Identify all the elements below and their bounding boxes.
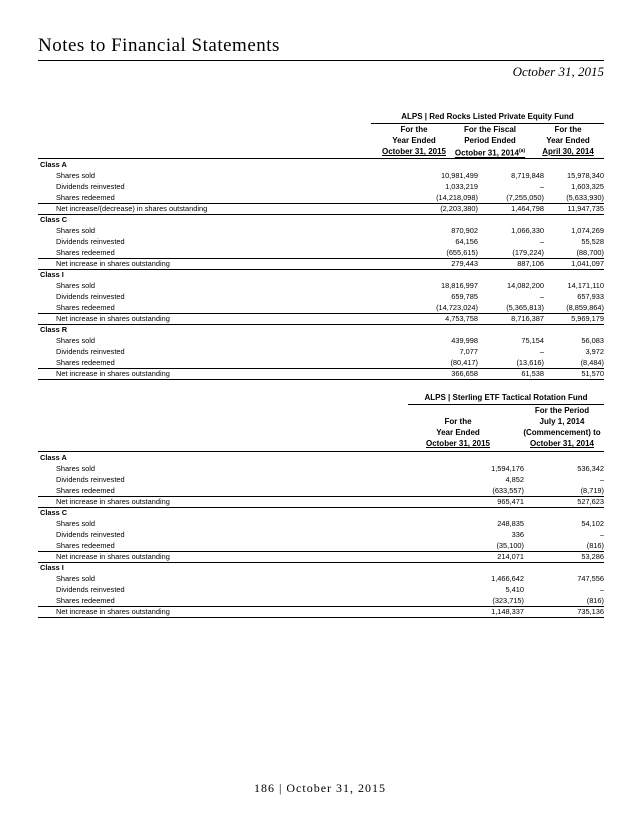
total-row bbox=[38, 606, 604, 618]
table-row bbox=[38, 335, 604, 346]
row-label: Shares redeemed bbox=[56, 486, 115, 495]
cell-value: (8,719) bbox=[580, 486, 604, 495]
row-label: Shares sold bbox=[56, 336, 96, 345]
column-header-line: (Commencement) to bbox=[523, 428, 601, 437]
row-label: Dividends reinvested bbox=[56, 475, 125, 484]
cell-value: 64,156 bbox=[455, 237, 478, 246]
cell-value: 8,716,387 bbox=[511, 314, 544, 323]
cell-value: 51,570 bbox=[581, 369, 604, 378]
footnote-marker: (a) bbox=[518, 148, 526, 154]
cell-value: (816) bbox=[586, 541, 604, 550]
cell-value: – bbox=[599, 530, 604, 539]
column-header-line: For the Period bbox=[534, 406, 590, 415]
share-class-label: Class I bbox=[40, 270, 64, 279]
cell-value: 5,969,179 bbox=[571, 314, 604, 323]
cell-value: (179,224) bbox=[512, 248, 544, 257]
header-rule bbox=[38, 60, 604, 61]
column-header-period-text: October 31, 2015 bbox=[381, 147, 447, 156]
cell-value: 747,556 bbox=[577, 574, 604, 583]
cell-value: 870,902 bbox=[451, 226, 478, 235]
cell-value: 248,835 bbox=[497, 519, 524, 528]
cell-value: (816) bbox=[586, 596, 604, 605]
row-label: Shares redeemed bbox=[56, 303, 115, 312]
row-label: Shares redeemed bbox=[56, 541, 115, 550]
row-label: Shares redeemed bbox=[56, 358, 115, 367]
cell-value: 366,658 bbox=[451, 369, 478, 378]
column-header bbox=[502, 405, 622, 449]
cell-value: 14,171,110 bbox=[567, 281, 604, 290]
table-row bbox=[38, 463, 604, 474]
table-row bbox=[38, 181, 604, 192]
cell-value: 10,981,499 bbox=[441, 171, 478, 180]
cell-value: – bbox=[539, 237, 544, 246]
column-header-period bbox=[398, 438, 518, 449]
cell-value: 5,410 bbox=[505, 585, 524, 594]
table-row bbox=[38, 346, 604, 357]
header-rule bbox=[38, 451, 604, 452]
cell-value: 54,102 bbox=[581, 519, 604, 528]
table-row bbox=[38, 247, 604, 258]
share-class-label: Class A bbox=[40, 453, 67, 462]
column-header bbox=[398, 416, 518, 449]
row-label: Net increase/(decrease) in shares outstanding bbox=[56, 204, 208, 213]
cell-value: 56,083 bbox=[581, 336, 604, 345]
share-class-label: Class A bbox=[40, 160, 67, 169]
cell-value: 439,998 bbox=[451, 336, 478, 345]
table-row bbox=[38, 357, 604, 368]
cell-value: – bbox=[599, 585, 604, 594]
total-row bbox=[38, 313, 604, 325]
report-date: October 31, 2015 bbox=[512, 64, 604, 79]
cell-value: 1,148,337 bbox=[491, 607, 524, 616]
cell-value: 657,933 bbox=[577, 292, 604, 301]
cell-value: (633,557) bbox=[492, 486, 524, 495]
table-body bbox=[38, 160, 604, 380]
cell-value: 659,785 bbox=[451, 292, 478, 301]
row-label: Dividends reinvested bbox=[56, 292, 125, 301]
cell-value: 4,852 bbox=[505, 475, 524, 484]
total-row bbox=[38, 258, 604, 270]
fund-name: ALPS | Red Rocks Listed Private Equity Fund bbox=[371, 112, 604, 124]
cell-value: 965,471 bbox=[497, 497, 524, 506]
cell-value: 279,443 bbox=[451, 259, 478, 268]
column-header-period-text: October 31, 2014 bbox=[454, 148, 519, 158]
cell-value: (5,365,813) bbox=[506, 303, 544, 312]
row-label: Dividends reinvested bbox=[56, 182, 125, 191]
page-title: Notes to Financial Statements bbox=[38, 35, 280, 56]
cell-value: (7,255,050) bbox=[506, 193, 544, 202]
table-row bbox=[38, 291, 604, 302]
cell-value: (2,203,380) bbox=[440, 204, 478, 213]
column-header-line: Year Ended bbox=[392, 136, 436, 145]
cell-value: (14,723,024) bbox=[436, 303, 478, 312]
row-label: Net increase in shares outstanding bbox=[56, 497, 170, 506]
table-row bbox=[38, 192, 604, 203]
column-header-line: Period Ended bbox=[464, 136, 516, 145]
cell-value: (323,715) bbox=[492, 596, 524, 605]
table-row bbox=[38, 529, 604, 540]
cell-value: 527,623 bbox=[577, 497, 604, 506]
row-label: Net increase in shares outstanding bbox=[56, 314, 170, 323]
column-header-period bbox=[508, 146, 628, 157]
page-footer: 186 | October 31, 2015 bbox=[253, 781, 387, 795]
column-header-line: July 1, 2014 bbox=[539, 417, 585, 426]
cell-value: (8,484) bbox=[580, 358, 604, 367]
cell-value: 53,286 bbox=[581, 552, 604, 561]
table-body bbox=[38, 453, 604, 618]
cell-value: (13,616) bbox=[516, 358, 544, 367]
row-label: Net increase in shares outstanding bbox=[56, 552, 170, 561]
table-row bbox=[38, 474, 604, 485]
share-class-label: Class C bbox=[40, 215, 68, 224]
table-row bbox=[38, 280, 604, 291]
column-header-period-text: April 30, 2014 bbox=[542, 147, 594, 156]
table-row bbox=[38, 302, 604, 313]
cell-value: 1,466,642 bbox=[491, 574, 524, 583]
cell-value: (8,859,864) bbox=[566, 303, 604, 312]
cell-value: 887,106 bbox=[517, 259, 544, 268]
table-row bbox=[38, 540, 604, 551]
cell-value: 18,816,997 bbox=[441, 281, 478, 290]
share-class-label: Class R bbox=[40, 325, 68, 334]
column-header-line: For the bbox=[554, 125, 582, 134]
column-header-line: For the bbox=[444, 417, 472, 426]
cell-value: – bbox=[599, 475, 604, 484]
cell-value: 1,464,798 bbox=[511, 204, 544, 213]
total-row bbox=[38, 203, 604, 215]
cell-value: 3,972 bbox=[585, 347, 604, 356]
cell-value: 61,538 bbox=[521, 369, 544, 378]
row-label: Shares sold bbox=[56, 519, 96, 528]
cell-value: 4,753,758 bbox=[445, 314, 478, 323]
cell-value: – bbox=[539, 347, 544, 356]
cell-value: 1,074,269 bbox=[571, 226, 604, 235]
total-row bbox=[38, 496, 604, 508]
cell-value: 1,041,097 bbox=[571, 259, 604, 268]
row-label: Shares sold bbox=[56, 574, 96, 583]
cell-value: 75,154 bbox=[521, 336, 544, 345]
row-label: Dividends reinvested bbox=[56, 237, 125, 246]
cell-value: (14,218,098) bbox=[436, 193, 478, 202]
cell-value: – bbox=[539, 292, 544, 301]
cell-value: 1,033,219 bbox=[445, 182, 478, 191]
row-label: Dividends reinvested bbox=[56, 530, 125, 539]
table-row bbox=[38, 485, 604, 496]
row-label: Shares redeemed bbox=[56, 248, 115, 257]
cell-value: 7,077 bbox=[459, 347, 478, 356]
column-header-line: For the Fiscal bbox=[463, 125, 516, 134]
table-row bbox=[38, 595, 604, 606]
cell-value: 735,136 bbox=[577, 607, 604, 616]
cell-value: 336 bbox=[511, 530, 524, 539]
cell-value: – bbox=[539, 182, 544, 191]
column-header-line: Year Ended bbox=[436, 428, 480, 437]
row-label: Dividends reinvested bbox=[56, 585, 125, 594]
cell-value: 8,719,848 bbox=[511, 171, 544, 180]
cell-value: (88,700) bbox=[576, 248, 604, 257]
row-label: Net increase in shares outstanding bbox=[56, 607, 170, 616]
column-header-period-text: October 31, 2014 bbox=[529, 439, 595, 448]
share-class-label: Class I bbox=[40, 563, 64, 572]
cell-value: 14,082,200 bbox=[507, 281, 544, 290]
cell-value: 1,594,176 bbox=[491, 464, 524, 473]
cell-value: 55,528 bbox=[581, 237, 604, 246]
table-row bbox=[38, 170, 604, 181]
table-row bbox=[38, 236, 604, 247]
cell-value: (35,100) bbox=[496, 541, 524, 550]
share-class-label: Class C bbox=[40, 508, 68, 517]
cell-value: 11,947,735 bbox=[567, 204, 604, 213]
row-label: Net increase in shares outstanding bbox=[56, 369, 170, 378]
table-row bbox=[38, 573, 604, 584]
row-label: Shares redeemed bbox=[56, 193, 115, 202]
row-label: Shares sold bbox=[56, 281, 96, 290]
row-label: Shares sold bbox=[56, 171, 96, 180]
cell-value: 1,066,330 bbox=[511, 226, 544, 235]
total-row bbox=[38, 368, 604, 380]
row-label: Shares sold bbox=[56, 464, 96, 473]
cell-value: (655,615) bbox=[446, 248, 478, 257]
column-header-period bbox=[502, 438, 622, 449]
total-row bbox=[38, 551, 604, 563]
column-header-period-text: October 31, 2015 bbox=[425, 439, 491, 448]
row-label: Dividends reinvested bbox=[56, 347, 125, 356]
cell-value: 536,342 bbox=[577, 464, 604, 473]
table-row bbox=[38, 518, 604, 529]
row-label: Net increase in shares outstanding bbox=[56, 259, 170, 268]
row-label: Shares redeemed bbox=[56, 596, 115, 605]
column-header-line: For the bbox=[400, 125, 428, 134]
fund-name: ALPS | Sterling ETF Tactical Rotation Fund bbox=[408, 393, 604, 405]
cell-value: (5,633,930) bbox=[566, 193, 604, 202]
table-row bbox=[38, 225, 604, 236]
cell-value: 214,071 bbox=[497, 552, 524, 561]
table-row bbox=[38, 584, 604, 595]
header-rule bbox=[38, 158, 604, 159]
column-header-line: Year Ended bbox=[546, 136, 590, 145]
row-label: Shares sold bbox=[56, 226, 96, 235]
column-header bbox=[508, 124, 628, 157]
cell-value: 15,978,340 bbox=[567, 171, 604, 180]
cell-value: (80,417) bbox=[450, 358, 478, 367]
cell-value: 1,603,325 bbox=[571, 182, 604, 191]
